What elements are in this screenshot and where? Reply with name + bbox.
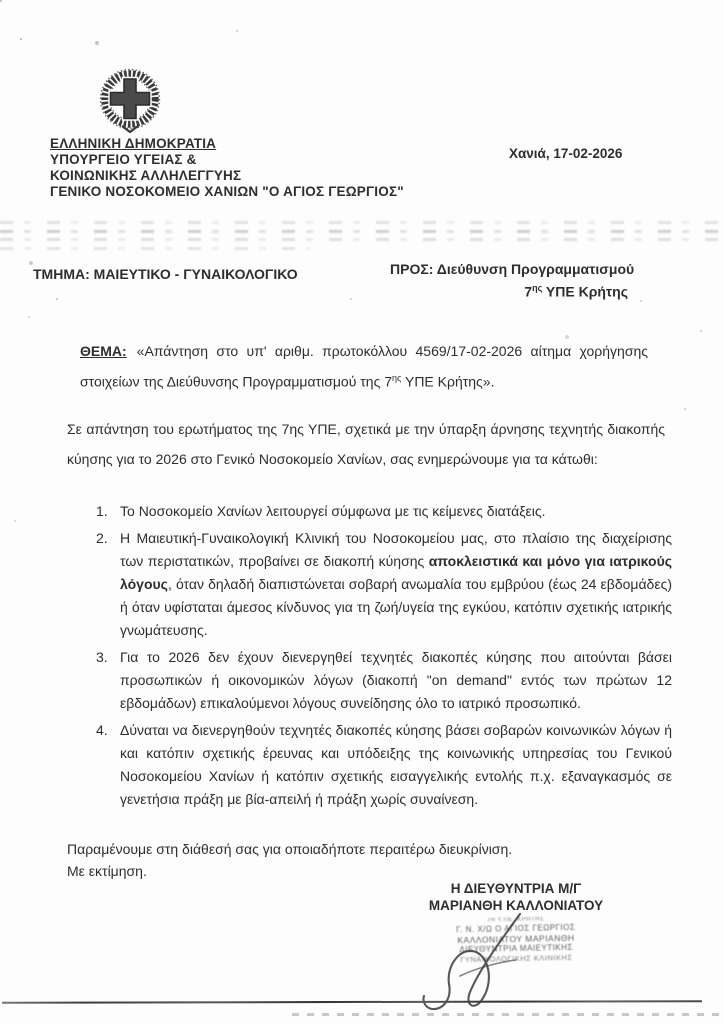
signatory-name: ΜΑΡΙΑΝΘΗ ΚΑΛΛΟΝΙΑΤΟΥ: [428, 898, 604, 913]
item2-bold-segment: αποκλειστικά και μόνο για ιατρικούς λόγους: [120, 553, 672, 592]
stamp-line: ΚΑΛΛΟΝΙΑΤΟΥ ΜΑΡΙΑΝΘΗ: [457, 932, 575, 946]
department-label: ΤΜΗΜΑ:: [33, 266, 90, 282]
list-item-2: [96, 527, 672, 642]
department-line: [33, 266, 298, 282]
scan-bottom-dashes: [292, 1013, 722, 1016]
scan-smudge-band: [0, 221, 724, 224]
subject-text-2: ΥΠΕ Κρήτης».: [401, 373, 495, 390]
list-item-number: 3.: [96, 649, 108, 665]
to-label: ΠΡΟΣ:: [390, 261, 434, 277]
list-item-1: [96, 500, 672, 523]
scan-noise-speckles: [0, 0, 2, 2]
numbered-list: [96, 500, 672, 815]
recipient-block: [390, 260, 642, 302]
stamp-line: 7Η Υ.ΠΕ. ΚΡΗΤΗΣ: [486, 916, 545, 924]
to-value: Διεύθυνση Προγραμματισμού: [436, 261, 635, 277]
stamp-line: ΓΥΝΑΙΚΟΛΟΓΙΚΗΣ ΚΛΙΝΙΚΗΣ: [460, 952, 573, 965]
stamp-line: Γ. Ν. Χ/Ω Ο ΑΓΙΟΣ ΓΕΩΡΓΙΟΣ: [456, 922, 576, 935]
signatory-title: Η ΔΙΕΥΘΥΝΤΡΙΑ Μ/Γ: [450, 881, 582, 896]
list-item-number: 2.: [96, 530, 108, 546]
list-item-number: 1.: [96, 503, 108, 519]
scan-smudge-band: [0, 238, 724, 241]
ministry-line-2: ΚΟΙΝΩΝΙΚΗΣ ΑΛΛΗΛΕΓΓΥΗΣ: [50, 168, 242, 183]
ype-number: 7: [524, 283, 533, 300]
list-item-text: Για το 2026 δεν έχουν διενεργηθεί τεχνητές διακοπές κύησης που αιτούνται βάσει προσωπικών ή οικονομικών λόγων (διακοπή "on demand" εντός των πρώτων 12 εβδομάδων) επικαλούμενοι λόγους συνείδησης όλο το ιατρικό προσωπικό.: [120, 649, 672, 711]
ype-ordinal-suffix: ης: [532, 283, 543, 293]
stamp-line: ΔΙΕΥΘΥΝΤΡΙΑ ΜΑΙΕΥΤΙΚΗΣ: [459, 942, 574, 955]
letterhead: [50, 136, 470, 200]
closing-line: Παραμένουμε στη διάθεσή σας για οποιαδήποτε περαιτέρω διευκρίνιση.: [67, 841, 513, 857]
list-item-4: [96, 719, 672, 811]
subject-label: ΘΕΜΑ:: [80, 343, 127, 359]
list-item-number: 4.: [96, 722, 108, 738]
greek-state-emblem-icon: [92, 64, 168, 140]
subject-text-1: «Απάντηση στο υπ' αριθμ. πρωτοκόλλου 4569/17-02-2026 αίτημα χορήγησης στοιχείων της Διεύθυνσης Προγραμματισμού της 7: [80, 343, 648, 390]
subject-ordinal-suffix: ης: [392, 373, 402, 383]
hospital-name: ΓΕΝΙΚΟ ΝΟΣΟΚΟΜΕΙΟ ΧΑΝΙΩΝ "Ο ΑΓΙΟΣ ΓΕΩΡΓΙΟΣ": [50, 184, 404, 199]
item2-text-a: Η Μαιευτική-Γυναικολογική Κλινική του Νοσοκομείου μας, στο πλαίσιο της διαχείρισης των περιστατικών, προβαίνει σε διακοπή κύησης: [120, 530, 672, 569]
closing-block: [67, 838, 512, 882]
signature-block: [388, 880, 644, 965]
recipient-line-1: [390, 260, 642, 279]
list-item-text: Το Νοσοκομείο Χανίων λειτουργεί σύμφωνα με τις κείμενες διατάξεις.: [120, 503, 546, 519]
scan-smudge-band: [0, 230, 724, 233]
list-item-text: [120, 527, 672, 642]
list-item-text: Δύναται να διενεργηθούν τεχνητές διακοπές κύησης βάσει σοβαρών κοινωνικών λόγων ή και κατόπιν σχετικής έρευνας και υπόδειξης της κοινωνικής υπηρεσίας του Γενικού Νοσοκομείου Χανίων ή κατόπιν σχετικής εισαγγελικής εντολής π.χ. εξαναγκασμός σε γενετήσια πράξη με βία-απειλή ή πράξη χωρίς συναίνεση.: [120, 722, 672, 807]
intro-paragraph: Σε απάντηση του ερωτήματος της 7ης ΥΠΕ, σχετικά με την ύπαρξη άρνησης τεχνητής διακοπής κύησης για το 2026 στο Γενικό Νοσοκομείο Χανίων, σας ενημερώνουμε για τα κάτωθι:: [67, 421, 665, 467]
item2-text-b: , όταν δηλαδή διαπιστώνεται σοβαρή ανωμαλία του εμβρύου (έως 24 εβδομάδες) ή όταν υφίσταται άμεσος κίνδυνος για τη ζωή/υγεία της εγκύου, κατόπιν σχετικής ιατρικής γνωμάτευσης.: [120, 576, 672, 638]
place-and-date: Χανιά, 17-02-2026: [509, 146, 623, 161]
subject-paragraph: [80, 338, 648, 396]
issuing-authority: ΕΛΛΗΝΙΚΗ ΔΗΜΟΚΡΑΤΙΑ: [50, 136, 217, 151]
list-item-3: [96, 646, 672, 715]
valediction: Με εκτίμηση.: [67, 863, 147, 879]
ministry-line-1: ΥΠΟΥΡΓΕΙΟ ΥΓΕΙΑΣ &: [50, 152, 197, 167]
scan-edge-line: [2, 1000, 702, 1003]
ype-region: ΥΠΕ Κρήτης: [542, 283, 628, 300]
department-value: ΜΑΙΕΥΤΙΚΟ - ΓΥΝΑΙΚΟΛΟΓΙΚΟ: [93, 266, 298, 282]
recipient-line-2: [390, 279, 642, 302]
scan-smudge-band: [0, 247, 310, 250]
